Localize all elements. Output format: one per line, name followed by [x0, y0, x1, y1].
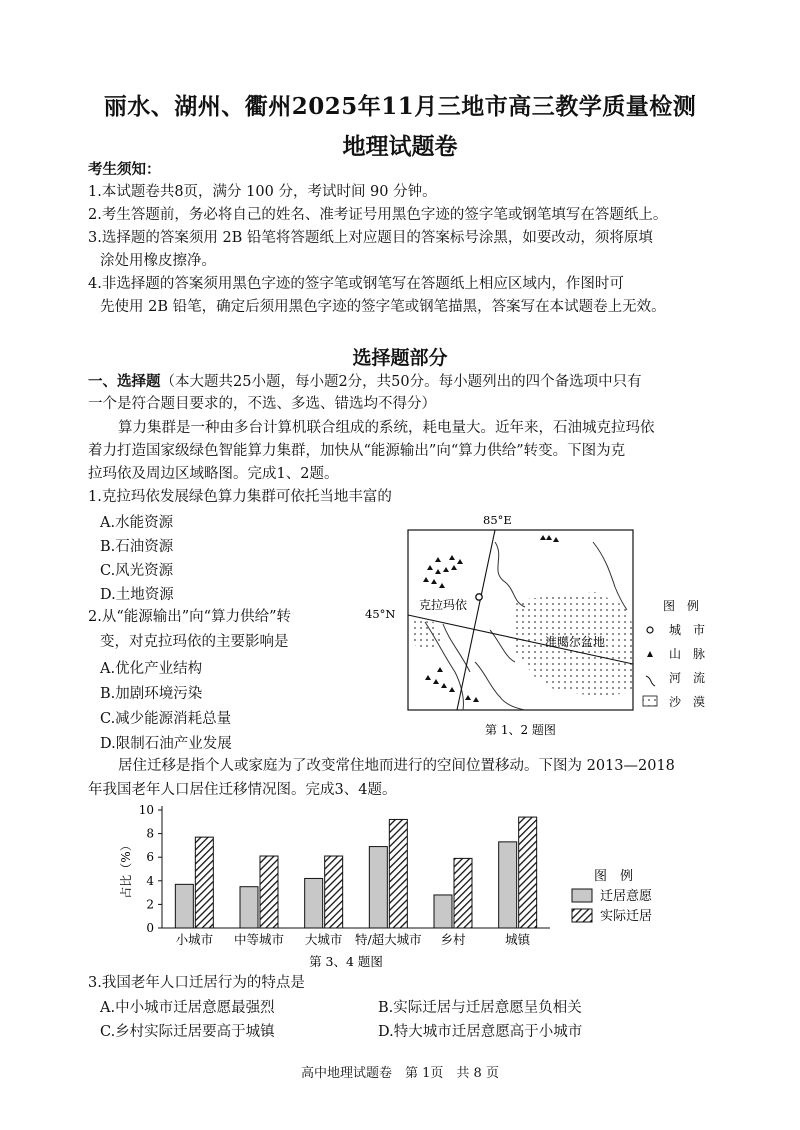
basin-label: 准噶尔盆地: [545, 635, 606, 649]
notice-item-4-cont: 先使用 2B 铅笔，确定后须用黑色字迹的签字笔或钢笔描黑，答案写在本试题卷上无效。: [100, 299, 666, 315]
bar-actual: [389, 819, 407, 928]
q2-stem-1: 2.从“能源输出”向“算力供给”转: [88, 609, 291, 625]
notice-heading: 考生须知：: [88, 161, 161, 178]
passage1-line-2: 着力打造国家级绿色智能算力集群，加快从“能源输出”向“算力供给”转变。下图为克: [88, 443, 626, 459]
notice-item-2: 2.考生答题前，务必将自己的姓名、准考证号用黑色字迹的签字笔或钢笔填写在答题纸上。: [88, 207, 668, 223]
map-caption: 第 1、2 题图: [485, 723, 556, 737]
page-footer: 高中地理试题卷 第 1页 共 8 页: [301, 1066, 499, 1081]
bar-actual: [519, 817, 537, 928]
x-tick-label: 特/超大城市: [354, 932, 422, 947]
q3-stem: 3.我国老年人口迁居行为的特点是: [88, 975, 305, 991]
chart-legend-title: 图 例: [594, 869, 634, 884]
q1-option-a: A.水能资源: [100, 515, 174, 531]
chart-caption: 第 3、4 题图: [309, 954, 383, 969]
legend-swatch-actual: [572, 909, 592, 922]
part1-desc-1: （本大题共25小题，每小题2分，共50分。每小题列出的四个备选项中只有: [160, 374, 642, 390]
y-tick-label: 2: [146, 897, 154, 912]
y-tick-label: 6: [146, 850, 154, 865]
bar-willingness: [175, 884, 193, 928]
q2-stem-2: 变，对克拉玛依的主要影响是: [100, 634, 289, 650]
y-tick-label: 4: [146, 873, 154, 888]
exam-subtitle: 地理试题卷: [342, 133, 458, 160]
section-title: 选择题部分: [352, 347, 448, 369]
region-map: [365, 512, 725, 747]
lat-label: 45°N: [365, 607, 396, 621]
x-tick-label: 乡村: [440, 932, 466, 947]
notice-item-4: 4.非选择题的答案须用黑色字迹的签字笔或钢笔写在答题纸上相应区域内，作图时可: [88, 276, 624, 292]
legend-swatch-willingness: [572, 889, 592, 902]
passage2-line-2: 年我国老年人口居住迁移情况图。完成3、4题。: [88, 782, 397, 798]
x-tick-label: 小城市: [175, 932, 214, 947]
map-legend-title: 图 例: [663, 599, 700, 613]
q2-option-b: B.加剧环境污染: [100, 686, 203, 702]
exam-title: 丽水、湖州、衢州2025年11月三地市高三教学质量检测: [103, 93, 697, 120]
part1-desc-2: 一个是符合题目要求的，不选、多选、错选均不得分）: [88, 396, 436, 412]
legend-city: 城 市: [669, 623, 706, 637]
notice-item-3: 3.选择题的答案须用 2B 铅笔将答题纸上对应题目的答案标号涂黑，如要改动，须将原填: [88, 230, 653, 246]
legend-river: 河 流: [669, 671, 706, 685]
notice-item-3-cont: 涂处用橡皮擦净。: [100, 253, 216, 269]
y-tick-label: 0: [146, 921, 154, 935]
bar-willingness: [499, 842, 517, 928]
passage2-line-1: 居住迁移是指个人或家庭为了改变常住地而进行的空间位置移动。下图为 2013—2018: [118, 758, 675, 774]
legend-mountain: 山 脉: [669, 647, 706, 661]
notice-item-1: 1.本试题卷共8页，满分 100 分，考试时间 90 分钟。: [88, 184, 437, 200]
bar-actual: [325, 856, 343, 928]
bar-willingness: [240, 887, 258, 928]
legend-desert: 沙 漠: [669, 695, 706, 709]
q1-option-b: B.石油资源: [100, 539, 174, 555]
passage1-line-3: 拉玛依及周边区域略图。完成1、2题。: [88, 466, 339, 482]
bar-willingness: [305, 878, 323, 928]
lon-label: 85°E: [483, 513, 512, 527]
q1-stem: 1.克拉玛依发展绿色算力集群可依托当地丰富的: [88, 489, 392, 505]
y-axis-label: 占比（%）: [119, 839, 133, 899]
bar-willingness: [434, 895, 452, 928]
x-tick-label: 城镇: [505, 932, 531, 947]
legend-river-icon: [646, 676, 655, 686]
q1-option-c: C.风光资源: [100, 563, 174, 579]
city-marker-karamay: [476, 594, 482, 600]
legend-label-willingness: 迁居意愿: [600, 889, 653, 904]
q1-option-d: D.土地资源: [100, 587, 174, 603]
q2-option-d: D.限制石油产业发展: [100, 736, 232, 752]
q2-option-c: C.减少能源消耗总量: [100, 711, 232, 727]
x-tick-label: 大城市: [304, 932, 343, 947]
y-tick-label: 8: [146, 826, 154, 841]
legend-desert-icon: [643, 696, 657, 706]
passage1-line-1: 算力集群是一种由多台计算机联合组成的系统，耗电量大。近年来，石油城克拉玛依: [118, 420, 655, 436]
legend-label-actual: 实际迁居: [600, 909, 653, 924]
part1-intro: [88, 372, 642, 392]
x-tick-label: 中等城市: [233, 932, 285, 947]
bar-actual: [195, 837, 213, 928]
part1-label: 一、选择题: [88, 373, 161, 390]
bar-willingness: [369, 847, 387, 928]
bar-actual: [454, 858, 472, 928]
q3-option-d: D.特大城市迁居意愿高于小城市: [378, 1024, 583, 1040]
city-label: 克拉玛依: [419, 598, 468, 612]
q2-option-a: A.优化产业结构: [100, 661, 203, 677]
q3-option-a: A.中小城市迁居意愿最强烈: [100, 1000, 275, 1016]
q3-option-c: C.乡村实际迁居要高于城镇: [100, 1024, 275, 1040]
y-tick-label: 10: [138, 803, 154, 817]
migration-bar-chart: [110, 800, 680, 970]
q3-option-b: B.实际迁居与迁居意愿呈负相关: [378, 1000, 582, 1016]
bar-actual: [260, 856, 278, 928]
legend-mountain-icon: [647, 651, 653, 657]
legend-city-icon: [647, 627, 653, 633]
